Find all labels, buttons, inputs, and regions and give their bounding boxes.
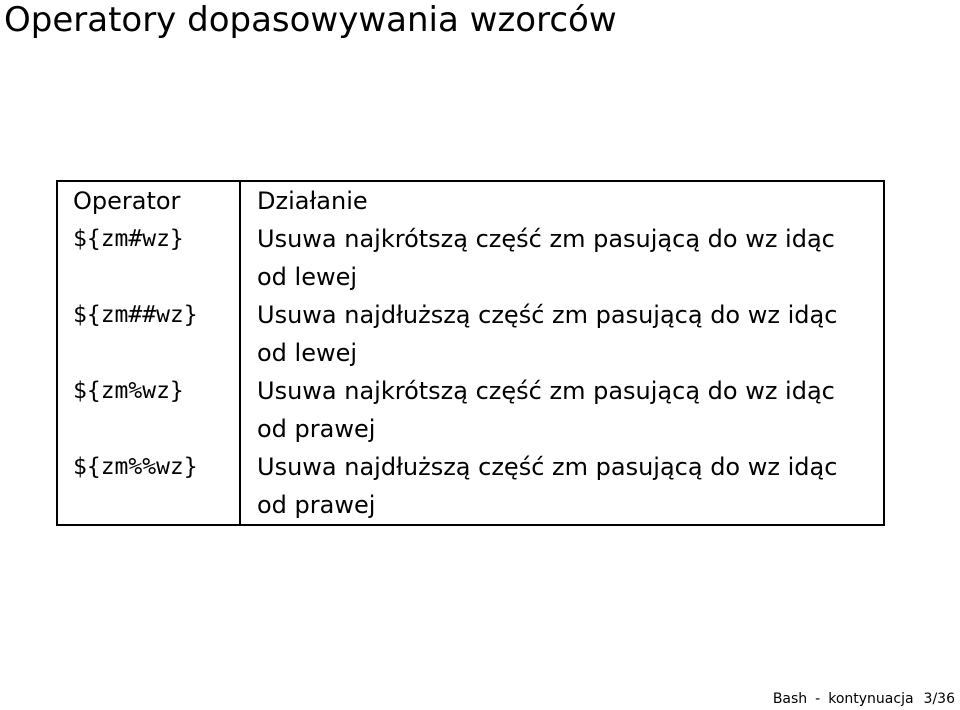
footer-separator: - <box>815 691 821 707</box>
action-line: od lewej <box>257 263 358 291</box>
action-cell <box>240 296 884 372</box>
table-header-row <box>57 181 884 220</box>
footer-subtitle: kontynuacja <box>828 691 914 707</box>
header-action: Działanie <box>257 187 368 215</box>
action-cell <box>240 372 884 448</box>
slide-footer <box>773 690 955 708</box>
action-line: Usuwa najdłuższą część zm pasującą do wz idąc <box>257 453 838 481</box>
action-line: Usuwa najkrótszą część zm pasującą do wz idąc <box>257 377 835 405</box>
action-line: Usuwa najdłuższą część zm pasującą do wz idąc <box>257 301 838 329</box>
slide-title: Operatory dopasowywania wzorców <box>4 0 617 40</box>
table-row <box>57 448 884 525</box>
table-row <box>57 296 884 372</box>
operators-table <box>56 180 885 526</box>
action-cell <box>240 220 884 296</box>
action-line: od prawej <box>257 415 376 443</box>
operator-cell: ${zm#wz} <box>57 220 240 296</box>
operator-cell: ${zm%wz} <box>57 372 240 448</box>
action-line: od lewej <box>257 339 358 367</box>
page-number: 3/36 <box>923 691 955 707</box>
header-operator: Operator <box>57 181 240 220</box>
operator-cell: ${zm%%wz} <box>57 448 240 525</box>
action-line: Usuwa najkrótszą część zm pasującą do wz idąc <box>257 225 835 253</box>
action-cell <box>240 448 884 525</box>
operator-cell: ${zm##wz} <box>57 296 240 372</box>
footer-section: Bash <box>772 691 808 707</box>
action-line: od prawej <box>257 491 376 519</box>
table-row <box>57 372 884 448</box>
table-row <box>57 220 884 296</box>
